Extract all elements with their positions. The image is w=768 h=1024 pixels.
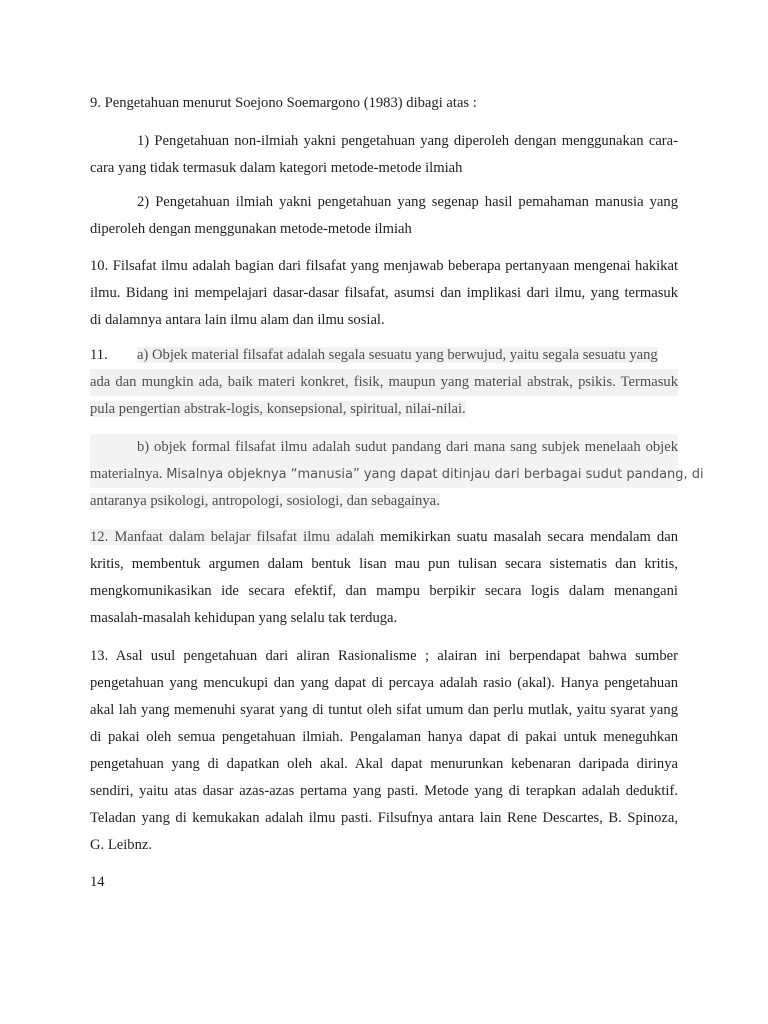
paragraph-9-item-1-line: cara yang tidak termasuk dalam kategori metode-metode ilmiah: [90, 160, 463, 176]
paragraph-12: [90, 524, 678, 632]
paragraph-10: [90, 253, 678, 334]
paragraph-11-b-line: [90, 461, 704, 488]
paragraph-11-number: 11.: [90, 347, 108, 363]
paragraph-11-b: [90, 434, 704, 515]
paragraph-9-item-2: [90, 189, 678, 243]
paragraph-9-item-1: [90, 128, 678, 182]
paragraph-13-line: pengetahuan yang di dapatkan oleh akal. Akal dapat menurunkan kebenaran daripada dirinya: [90, 756, 678, 772]
paragraph-9-item-2-line: diperoleh dengan menggunakan metode-metode ilmiah: [90, 221, 412, 237]
paragraph-10-line: di dalamnya antara lain ilmu alam dan ilmu sosial.: [90, 312, 385, 328]
page-number-text: 14: [90, 874, 105, 890]
paragraph-12-highlight: 12. Manfaat dalam belajar filsafat ilmu adalah: [90, 529, 375, 545]
paragraph-11-b-line: [90, 488, 678, 515]
paragraph-13-line: G. Leibnz.: [90, 837, 153, 853]
paragraph-11-a-text: pula pengertian abstrak-logis, konsepsional, spiritual, nilai-nilai.: [90, 401, 466, 417]
paragraph-11-a-line: ada dan mungkin ada, baik materi konkret, fisik, maupun yang material abstrak, psikis. Termasuk: [90, 369, 678, 396]
paragraph-12-text: memikirkan suatu masalah secara mendalam dan: [380, 529, 679, 545]
paragraph-11-b-text: b) objek formal filsafat ilmu adalah sudut pandang dari mana sang subjek menelaah objek: [137, 439, 678, 455]
paragraph-13-line: Teladan yang di kemukakan adalah ilmu pasti. Filsufnya antara lain Rene Descartes, B. Spinoza,: [90, 810, 678, 826]
paragraph-12-line: kritis, membentuk argumen dalam bentuk lisan mau pun tulisan secara sistematis dan kritis,: [90, 556, 678, 572]
paragraph-11-a-text: a) Objek material filsafat adalah segala sesuatu yang berwujud, yaitu segala sesuatu yang: [137, 347, 658, 363]
paragraph-11-b-text: Misalnya objeknya “manusia” yang dapat ditinjau dari berbagai sudut pandang, di: [166, 467, 704, 482]
paragraph-13-line: sendiri, yaitu atas dasar azas-azas pertama yang pasti. Metode yang di terapkan adalah deduktif.: [90, 783, 678, 799]
paragraph-12-line: mengkomunikasikan ide secara efektif, dan mampu berpikir secara logis dalam menangani: [90, 583, 678, 599]
paragraph-11-b-line: [90, 434, 678, 461]
paragraph-11-a-line: [90, 342, 678, 369]
paragraph-11-a: [90, 342, 678, 423]
paragraph-12-line: masalah-masalah kehidupan yang selalu tak terduga.: [90, 610, 398, 626]
paragraph-12-line: [90, 524, 678, 551]
paragraph-9-item-2-line: 2) Pengetahuan ilmiah yakni pengetahuan yang segenap hasil pemahaman manusia yang: [137, 194, 678, 210]
paragraph-11-a-line: [90, 396, 678, 423]
paragraph-9-line: 9. Pengetahuan menurut Soejono Soemargono (1983) dibagi atas :: [90, 95, 477, 111]
paragraph-13: [90, 643, 678, 859]
paragraph-11-b-text: antaranya psikologi, antropologi, sosiologi, dan sebagainya.: [90, 493, 440, 509]
paragraph-13-line: di pakai oleh semua pengetahuan ilmiah. Pengalaman hanya dapat di pakai untuk meneguhkan: [90, 729, 678, 745]
paragraph-13-line: akal lah yang memenuhi syarat yang di tuntut oleh sifat umum dan perlu mutlak, yaitu syarat yang: [90, 702, 678, 718]
paragraph-9-item-1-line: 1) Pengetahuan non-ilmiah yakni pengetahuan yang diperoleh dengan menggunakan cara-: [137, 133, 678, 149]
paragraph-13-line: 13. Asal usul pengetahuan dari aliran Rasionalisme ; alairan ini berpendapat bahwa sumber: [90, 648, 678, 664]
paragraph-9: [90, 90, 678, 117]
paragraph-10-line: 10. Filsafat ilmu adalah bagian dari filsafat yang menjawab beberapa pertanyaan mengenai hakikat: [90, 258, 678, 274]
paragraph-10-line: ilmu. Bidang ini mempelajari dasar-dasar filsafat, asumsi dan implikasi dari ilmu, yang termasuk: [90, 285, 678, 301]
paragraph-13-line: pengetahuan yang mencukupi dan yang dapat di percaya adalah rasio (akal). Hanya pengetahuan: [90, 675, 678, 691]
page-number: [90, 869, 678, 896]
paragraph-11-b-text: materialnya.: [90, 466, 163, 482]
